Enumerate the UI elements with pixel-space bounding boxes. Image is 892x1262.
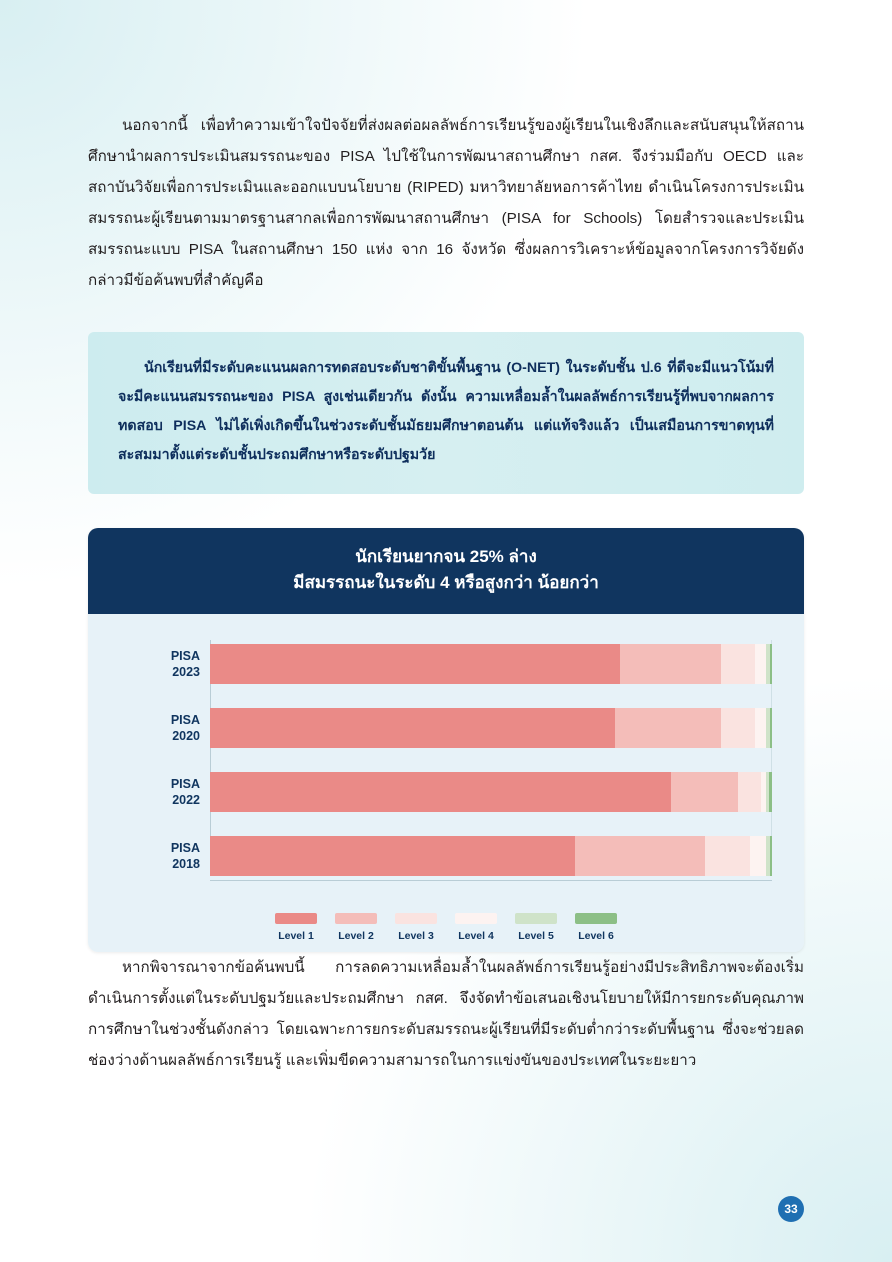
- chart-stacked-bar: [210, 644, 772, 684]
- chart-card: [88, 528, 804, 952]
- chart-row-label-line1: PISA: [170, 649, 200, 663]
- key-finding-callout: [88, 332, 804, 494]
- chart-legend-swatch: [515, 913, 557, 924]
- callout-paragraph: [118, 354, 774, 470]
- chart-bar-segment: [755, 708, 766, 748]
- intro-paragraph-text: นอกจากนี้ เพื่อทำความเข้าใจปัจจัยที่ส่งผลต่อผลลัพธ์การเรียนรู้ของผู้เรียนในเชิงลึกและสนับสนุนให้สถานศึกษานำผลการประเมินสมรรถนะของ PISA ไปใช้ในการพัฒนาสถานศึกษา กสศ. จึงร่วมมือกับ OECD และสถาบันวิจัยเพื่อการประเมินและออกแบบนโยบาย (RIPED) มหาวิทยาลัยหอการค้าไทย ดำเนินโครงการประเมินสมรรถนะผู้เรียนตามมาตรฐานสากลเพื่อการพัฒนาสถานศึกษา (PISA for Schools) โดยสำรวจและประเมินสมรรถนะแบบ PISA ในสถานศึกษา 150 แห่ง จาก 16 จังหวัด ซึ่งผลการวิเคราะห์ข้อมูลจากโครงการวิจัยดังกล่าวมีข้อค้นพบที่สำคัญคือ: [88, 117, 804, 289]
- chart-legend-item: [515, 913, 557, 942]
- chart-bar-segment: [615, 708, 722, 748]
- chart-title-line1: นักเรียนยากจน 25% ล่าง: [355, 547, 537, 566]
- chart-legend-label: Level 3: [398, 930, 434, 942]
- chart-legend-item: [575, 913, 617, 942]
- chart-plot-area: [88, 614, 804, 895]
- chart-bar-row: [170, 640, 772, 688]
- chart-bar-row: [170, 832, 772, 880]
- chart-row-label: [114, 712, 200, 744]
- chart-row-label-line2: 2018: [172, 857, 200, 871]
- chart-row-label: [114, 840, 200, 872]
- chart-legend-label: Level 5: [518, 930, 554, 942]
- chart-stacked-bar: [210, 836, 772, 876]
- chart-stacked-bar: [210, 772, 772, 812]
- chart-bar-segment: [210, 708, 615, 748]
- chart-header: [88, 528, 804, 614]
- chart-bar-row: [170, 704, 772, 752]
- chart-bar-segment: [721, 644, 755, 684]
- callout-text: นักเรียนที่มีระดับคะแนนผลการทดสอบระดับชาติขั้นพื้นฐาน (O-NET) ในระดับชั้น ป.6 ที่ดีจะมีแนวโน้มที่จะมีคะแนนสมรรถนะของ PISA สูงเช่นเดียวกัน ดังนั้น ความเหลื่อมล้ำในผลลัพธ์การเรียนรู้ที่พบจากผลการทดสอบ PISA ไม่ได้เพิ่งเกิดขึ้นในช่วงระดับชั้นมัธยมศึกษาตอนต้น แต่แท้จริงแล้ว เป็นเสมือนการขาดทุนที่สะสมมาตั้งแต่ระดับชั้นประถมศึกษาหรือระดับปฐมวัย: [118, 360, 774, 463]
- chart-bar-segment: [705, 836, 750, 876]
- chart-legend-item: [335, 913, 377, 942]
- chart-legend: [88, 895, 804, 952]
- chart-bar-segment: [770, 644, 772, 684]
- chart-bar-segment: [769, 772, 772, 812]
- chart-legend-item: [455, 913, 497, 942]
- chart-bar-segment: [755, 644, 766, 684]
- chart-row-label: [114, 648, 200, 680]
- chart-rows: [114, 640, 778, 880]
- chart-legend-swatch: [335, 913, 377, 924]
- chart-legend-label: Level 2: [338, 930, 374, 942]
- chart-bar-segment: [210, 836, 575, 876]
- intro-paragraph: [88, 110, 804, 296]
- chart-legend-item: [275, 913, 317, 942]
- chart-title-line2: มีสมรรถนะในระดับ 4 หรือสูงกว่า น้อยกว่า: [293, 573, 599, 592]
- chart-legend-item: [395, 913, 437, 942]
- chart-row-label-line2: 2023: [172, 665, 200, 679]
- chart-legend-swatch: [455, 913, 497, 924]
- chart-row-label: [114, 776, 200, 808]
- chart-bar-segment: [750, 836, 767, 876]
- chart-legend-label: Level 4: [458, 930, 494, 942]
- chart-bar-segment: [770, 836, 772, 876]
- chart-bar-segment: [770, 708, 772, 748]
- chart-row-label-line1: PISA: [170, 841, 200, 855]
- conclusion-paragraph-text: หากพิจารณาจากข้อค้นพบนี้ การลดความเหลื่อมล้ำในผลลัพธ์การเรียนรู้อย่างมีประสิทธิภาพจะต้องเริ่มดำเนินการตั้งแต่ในระดับปฐมวัยและประถมศึกษา กสศ. จึงจัดทำข้อเสนอเชิงนโยบายให้มีการยกระดับคุณภาพการศึกษาในช่วงชั้นดังกล่าว โดยเฉพาะการยกระดับสมรรถนะผู้เรียนที่มีระดับต่ำกว่าระดับพื้นฐาน ซึ่งจะช่วยลดช่องว่างด้านผลลัพธ์การเรียนรู้ และเพิ่มขีดความสามารถในการแข่งขันของประเทศในระยะยาว: [88, 959, 804, 1069]
- page-number-badge: 33: [778, 1196, 804, 1222]
- chart-bar-segment: [575, 836, 704, 876]
- chart-bar-segment: [721, 708, 755, 748]
- chart-legend-swatch: [575, 913, 617, 924]
- chart-legend-label: Level 6: [578, 930, 614, 942]
- chart-bar-segment: [671, 772, 738, 812]
- chart-stacked-bar: [210, 708, 772, 748]
- chart-bar-segment: [210, 772, 671, 812]
- chart-bar-segment: [738, 772, 760, 812]
- page-content: [88, 110, 804, 1076]
- chart-bar-segment: [620, 644, 721, 684]
- chart-axis-bottom: [210, 880, 772, 881]
- chart-bar-row: [170, 768, 772, 816]
- chart-bar-segment: [210, 644, 620, 684]
- conclusion-paragraph: [88, 952, 804, 1076]
- chart-row-label-line1: PISA: [170, 713, 200, 727]
- chart-row-label-line2: 2020: [172, 729, 200, 743]
- chart-row-label-line1: PISA: [170, 777, 200, 791]
- chart-legend-swatch: [275, 913, 317, 924]
- chart-legend-swatch: [395, 913, 437, 924]
- chart-row-label-line2: 2022: [172, 793, 200, 807]
- chart-legend-label: Level 1: [278, 930, 314, 942]
